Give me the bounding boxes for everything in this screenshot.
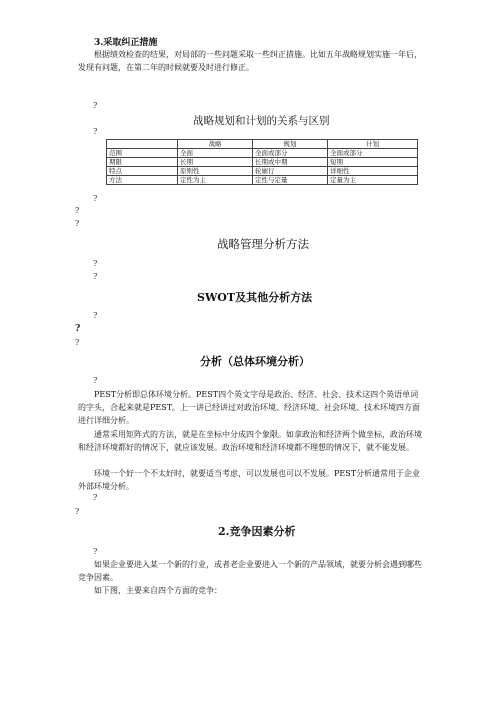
placeholder-mark: ? bbox=[75, 206, 80, 215]
table-cell: 范围 bbox=[107, 149, 178, 158]
placeholder-mark: ? bbox=[75, 507, 80, 516]
placeholder-mark: ? bbox=[75, 219, 80, 228]
table-cell: 长期或中期 bbox=[253, 158, 328, 167]
table-cell: 方法 bbox=[107, 176, 178, 185]
paragraph-pest-usage: 环境一个好一个不太好时，就要适当考虑，可以发展也可以不发展。PEST分析通常用于企业外部环境分析。 bbox=[78, 469, 421, 491]
table-row bbox=[107, 149, 418, 158]
section-title-pest: 分析（总体环境分析） bbox=[200, 355, 310, 368]
table-header-row bbox=[107, 140, 418, 149]
table-cell: 详细性 bbox=[328, 167, 418, 176]
table-header-cell: 规划 bbox=[253, 140, 328, 149]
placeholder-mark: ? bbox=[93, 101, 98, 110]
paragraph-pest-matrix: 通常采用矩阵式的方法，就是在坐标中分成四个象限。如拿政治和经济两个做坐标，政治环境和经济环境都好的情况下，就应该发展。政治环境和经济环境都不理想的情况下，就不能发展。 bbox=[78, 430, 422, 452]
table-cell: 全面 bbox=[178, 149, 253, 158]
table-cell: 定性与定量 bbox=[253, 176, 328, 185]
table-header-cell: 计划 bbox=[328, 140, 418, 149]
table-cell: 期限 bbox=[107, 158, 178, 167]
placeholder-mark: ? bbox=[93, 493, 98, 502]
placeholder-mark: ? bbox=[93, 547, 98, 556]
table-row bbox=[107, 158, 418, 167]
table-cell: 定量为主 bbox=[328, 176, 418, 185]
paragraph-competition-intro: 如果企业要进入某一个新的行业，或者老企业要进入一个新的产品领域，就要分析会遇到哪些竞争因素。 bbox=[78, 560, 422, 582]
table-row bbox=[107, 176, 418, 185]
section-title-strategy-analysis: 战略管理分析方法 bbox=[217, 237, 309, 251]
table-cell: 特点 bbox=[107, 167, 178, 176]
table-cell: 短期 bbox=[328, 158, 418, 167]
paragraph-corrective-measures: 根据绩效检查的结果，对局部的一些问题采取一些纠正措施。比如五年战略规划实施一年后，发现有问题，在第二年的时候就要及时进行修正。 bbox=[78, 50, 422, 72]
table-cell: 全面或部分 bbox=[328, 149, 418, 158]
table-header-cell: 战略 bbox=[178, 140, 253, 149]
placeholder-mark: ? bbox=[93, 311, 98, 320]
placeholder-mark: ? bbox=[75, 324, 81, 334]
table-cell: 轮廓行 bbox=[253, 167, 328, 176]
comparison-table-title: 战略规划和计划的关系与区别 bbox=[193, 115, 330, 127]
paragraph-competition-sources: 如下图，主要来自四个方面的竞争： bbox=[94, 586, 222, 595]
section-heading-corrective-measures: 3.采取纠正措施 bbox=[94, 38, 158, 48]
placeholder-mark: ? bbox=[75, 338, 80, 347]
table-cell: 全面或部分 bbox=[253, 149, 328, 158]
paragraph-pest-definition: PEST分析即总体环境分析。PEST四个英文字母是政治、经济、社会、技术这四个英语单词的字头，合起来就是PEST。上一讲已经讲过对政治环境、经济环境、社会环境、技术环境四方面进行详细分析。 bbox=[78, 390, 421, 425]
table-cell: 长期 bbox=[178, 158, 253, 167]
placeholder-mark: ? bbox=[93, 259, 98, 268]
placeholder-mark: ? bbox=[93, 194, 98, 203]
table-header-cell bbox=[107, 140, 178, 149]
section-title-competition: 2.竞争因素分析 bbox=[218, 525, 296, 538]
comparison-table bbox=[106, 139, 418, 185]
table-cell: 原则性 bbox=[178, 167, 253, 176]
table-cell: 定性为主 bbox=[178, 176, 253, 185]
placeholder-mark: ? bbox=[93, 127, 98, 136]
placeholder-mark: ? bbox=[93, 376, 98, 385]
table-row bbox=[107, 167, 418, 176]
placeholder-mark: ? bbox=[93, 272, 98, 281]
section-title-swot: SWOT及其他分析方法 bbox=[197, 291, 313, 304]
